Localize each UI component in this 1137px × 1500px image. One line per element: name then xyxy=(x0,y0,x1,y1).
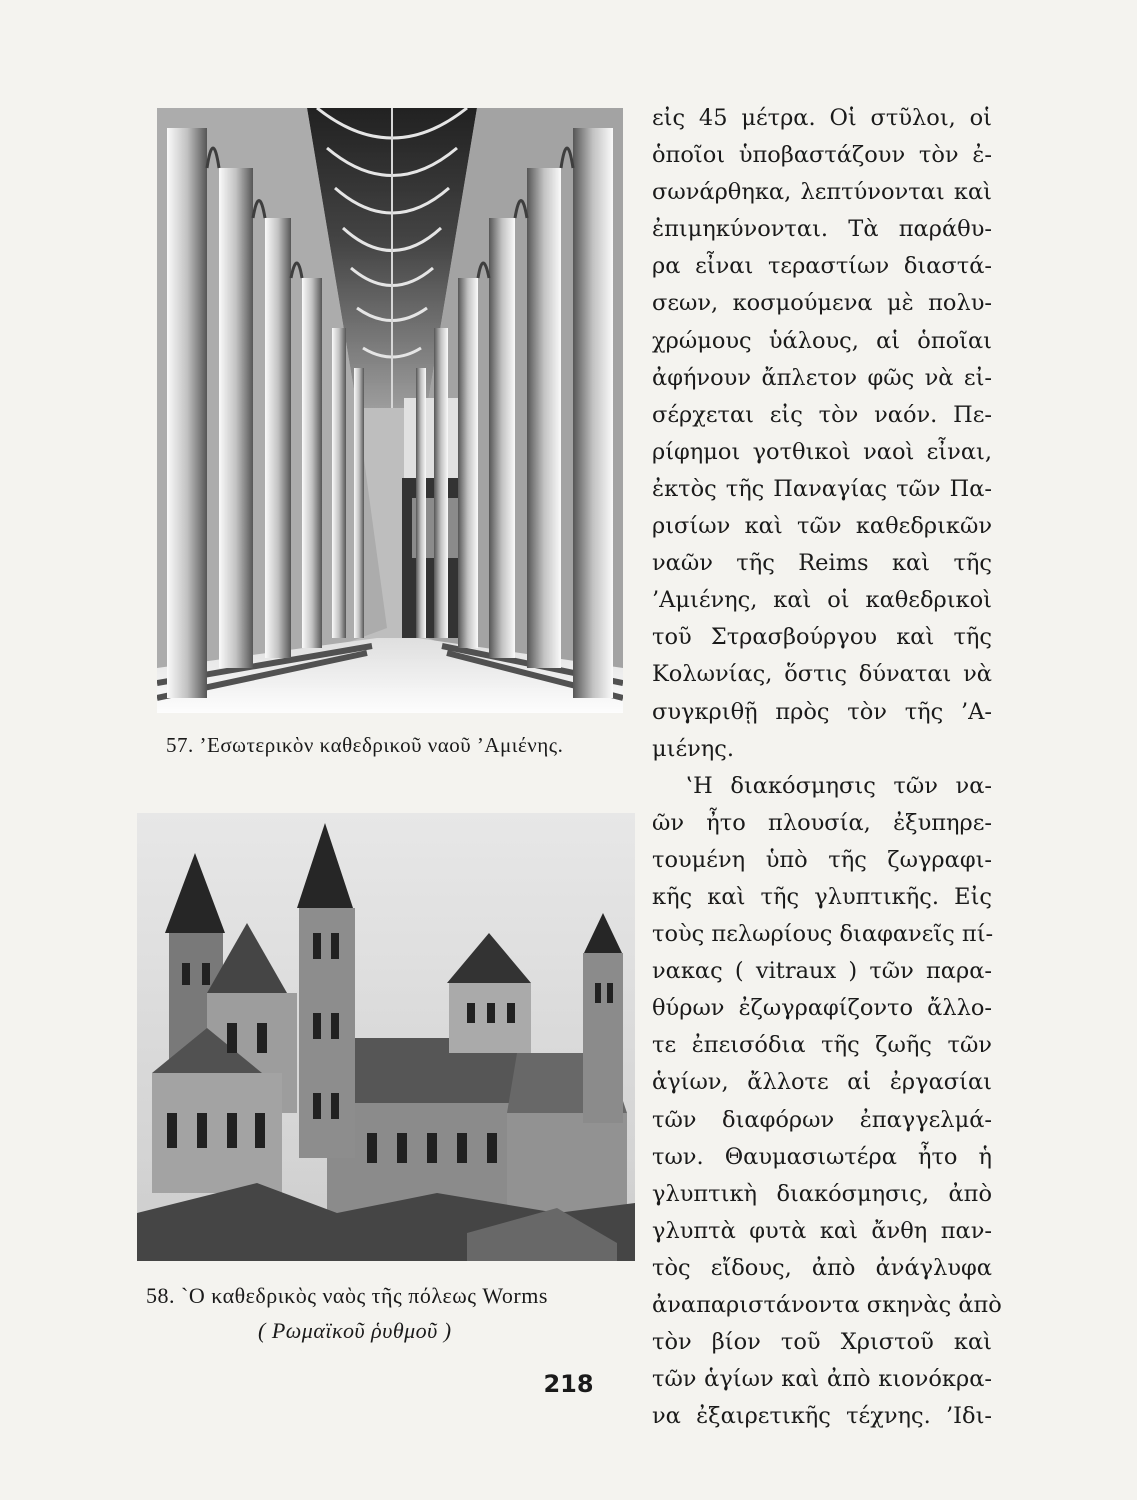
body-text-line: ’Αμιένης, καὶ οἱ καθεδρικοὶ xyxy=(652,587,992,614)
body-text-line: γλυπτικὴ διακόσμησις, ἀπὸ xyxy=(652,1180,992,1207)
body-text-line: σωνάρθηκα, λεπτύνονται καὶ xyxy=(652,179,992,206)
worms-cathedral-photo xyxy=(137,813,635,1261)
body-text-line: κῆς καὶ τῆς γλυπτικῆς. Εἰς xyxy=(652,883,992,910)
body-text-line: ρίφημοι γοτθικοὶ ναοὶ εἶναι, xyxy=(652,438,992,465)
body-text-line: ρισίων καὶ τῶν καθεδρικῶν xyxy=(652,513,992,540)
page-number: 218 xyxy=(543,1370,594,1398)
body-text-line: τὸς εἴδους, ἀπὸ ἀνάγλυφα xyxy=(652,1254,992,1281)
body-text-line: τὸν βίον τοῦ Χριστοῦ καὶ xyxy=(652,1329,992,1356)
body-text-line: τοὺς πελωρίους διαφανεῖς πί- xyxy=(652,921,994,948)
figure-57-caption: 57. ’Εσωτερικὸν καθεδρικοῦ ναοῦ ’Αμιένης. xyxy=(166,733,564,757)
body-text-line: σέρχεται εἰς τὸν ναόν. Πε- xyxy=(652,401,992,428)
body-text-line: ρα εἶναι τεραστίων διαστά- xyxy=(652,253,992,280)
body-text-line: ναῶν τῆς Reims καὶ τῆς xyxy=(652,550,992,577)
body-text-line: τε ἐπεισόδια τῆς ζωῆς τῶν xyxy=(652,1032,992,1059)
body-text-line: ἀναπαριστάνοντα σκηνὰς ἀπὸ xyxy=(652,1292,1002,1318)
figure-58-caption: 58. `Ο καθεδρικὸς ναὸς τῆς πόλεως Worms xyxy=(146,1283,548,1308)
figure-58-caption-subtitle: ( Ρωμαϊκοῦ ῥυθμοῦ ) xyxy=(258,1318,452,1343)
body-text-line: ῶν ἦτο πλουσία, ἐξυπηρε- xyxy=(652,809,992,836)
body-text-line: ἐκτὸς τῆς Παναγίας τῶν Πα- xyxy=(652,475,992,502)
body-text-line: ἀφήνουν ἄπλετον φῶς νὰ εἰ- xyxy=(652,364,992,391)
body-text-line: ἐπιμηκύνονται. Τὰ παράθυ- xyxy=(652,216,992,243)
body-text-line: τουμένη ὑπὸ τῆς ζωγραφι- xyxy=(652,846,992,873)
body-text-line: ὁποῖοι ὑποβαστάζουν τὸν ἐ- xyxy=(652,142,992,169)
body-text-line: μιένης. xyxy=(652,735,735,762)
body-text-line: τῶν ἁγίων καὶ ἀπὸ κιονόκρα- xyxy=(652,1366,992,1393)
body-text-line: τοῦ Στρασβούργου καὶ τῆς xyxy=(652,624,992,651)
body-text-line: συγκριθῇ πρὸς τὸν τῆς ’Α- xyxy=(652,698,992,725)
body-text-line: Κολωνίας, ὅστις δύναται νὰ xyxy=(652,661,992,688)
body-text-line: ‛Η διακόσμησις τῶν να- xyxy=(686,772,992,799)
body-text-line: να ἐξαιρετικῆς τέχνης. ’Ιδι- xyxy=(652,1403,992,1430)
body-text-line: νακας ( vitraux ) τῶν παρα- xyxy=(652,958,992,985)
body-text-line: σεων, κοσμούμενα μὲ πολυ- xyxy=(652,290,992,317)
body-text-line: γλυπτὰ φυτὰ καὶ ἄνθη παν- xyxy=(652,1217,992,1244)
body-text-column xyxy=(652,100,1002,1435)
body-text-line: χρώμους ὑάλους, αἱ ὁποῖαι xyxy=(652,327,992,354)
body-text-line: θύρων ἐζωγραφίζοντο ἄλλο- xyxy=(652,995,992,1022)
body-text-line: των. Θαυμασιωτέρα ἦτο ἡ xyxy=(652,1143,992,1170)
cathedral-nave-photo xyxy=(157,108,623,713)
body-text-line: ἁγίων, ἄλλοτε αἱ ἐργασίαι xyxy=(652,1069,992,1096)
body-text-line: τῶν διαφόρων ἐπαγγελμά- xyxy=(652,1106,992,1133)
body-text-line: εἰς 45 μέτρα. Οἱ στῦλοι, οἱ xyxy=(652,105,992,131)
